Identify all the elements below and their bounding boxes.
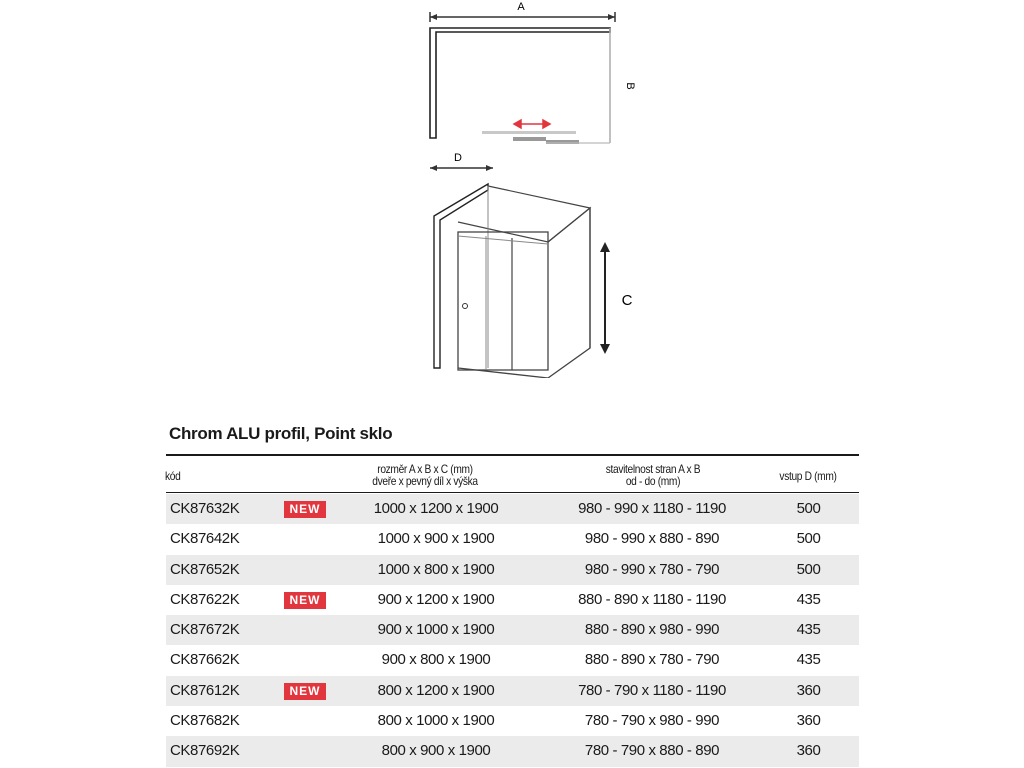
header-entry: vstup D (mm) <box>779 469 837 483</box>
adjust-value: 980 - 990 x 780 - 790 <box>584 560 720 578</box>
size-value: 800 x 1000 x 1900 <box>377 712 495 730</box>
table-row <box>166 555 859 585</box>
entry-value: 435 <box>796 590 821 608</box>
back-wall <box>434 184 488 368</box>
adjust-value: 980 - 990 x 880 - 890 <box>584 530 720 548</box>
entry-value: 435 <box>796 621 821 639</box>
front-door-frame <box>458 232 548 370</box>
adjust-value: 780 - 790 x 1180 - 1190 <box>578 681 726 699</box>
door-panel-rail <box>482 131 576 134</box>
adjust-value: 880 - 890 x 980 - 990 <box>584 621 720 639</box>
size-value: 800 x 900 x 1900 <box>381 742 491 760</box>
header-size: rozměr A x B x C (mm) dveře x pevný díl x výška <box>372 462 478 488</box>
table-row <box>166 524 859 554</box>
top-view-diagram <box>410 0 650 180</box>
table-row <box>166 645 859 675</box>
header-code: kód <box>165 469 181 483</box>
label-d: D <box>454 152 462 164</box>
product-code: CK87622K <box>170 590 240 608</box>
size-value: 1000 x 900 x 1900 <box>377 530 495 548</box>
product-code: CK87662K <box>170 651 240 669</box>
adjust-value: 980 - 990 x 1180 - 1190 <box>578 500 726 517</box>
slide-arrow-icon <box>514 120 550 128</box>
door-handle-icon <box>463 304 468 309</box>
new-badge: NEW <box>284 592 326 609</box>
product-code: CK87642K <box>170 530 240 548</box>
entry-value: 500 <box>796 560 821 578</box>
size-value: 1000 x 1200 x 1900 <box>373 500 499 517</box>
table-row <box>166 676 859 706</box>
product-code: CK87672K <box>170 621 240 639</box>
label-a: A <box>517 1 525 13</box>
product-code: CK87682K <box>170 712 240 730</box>
entry-value: 500 <box>796 500 821 517</box>
table-header-rule <box>166 492 859 493</box>
adjust-value: 780 - 790 x 880 - 890 <box>584 742 720 760</box>
entry-value: 360 <box>796 681 821 699</box>
size-value: 1000 x 800 x 1900 <box>377 560 495 578</box>
adjust-value: 780 - 790 x 980 - 990 <box>584 712 720 730</box>
entry-value: 500 <box>796 530 821 548</box>
label-b: B <box>624 82 636 90</box>
side-glass-panel <box>548 208 590 378</box>
shower-3d-diagram <box>420 178 660 378</box>
table-row <box>166 494 859 524</box>
entry-value: 435 <box>796 651 821 669</box>
size-value: 900 x 800 x 1900 <box>381 651 491 669</box>
table-top-rule <box>166 454 859 456</box>
entry-value: 360 <box>796 742 821 760</box>
table-row <box>166 706 859 736</box>
table-row <box>166 585 859 615</box>
table-body <box>166 494 859 767</box>
new-badge: NEW <box>284 683 326 700</box>
size-value: 800 x 1200 x 1900 <box>377 681 495 699</box>
label-c: C <box>621 292 633 309</box>
header-adjust: stavitelnost stran A x B od - do (mm) <box>605 462 701 488</box>
product-code: CK87692K <box>170 742 240 760</box>
adjust-value: 880 - 890 x 1180 - 1190 <box>578 590 726 608</box>
table-row <box>166 736 859 766</box>
adjust-value: 880 - 890 x 780 - 790 <box>584 651 720 669</box>
size-value: 900 x 1000 x 1900 <box>377 621 495 639</box>
size-value: 900 x 1200 x 1900 <box>377 590 495 608</box>
door-panel-front <box>513 137 546 141</box>
product-code: CK87632K <box>170 500 240 517</box>
product-code: CK87652K <box>170 560 240 578</box>
new-badge: NEW <box>284 501 326 518</box>
table-title: Chrom ALU profil, Point sklo <box>169 424 393 443</box>
product-code: CK87612K <box>170 681 240 699</box>
entry-value: 360 <box>796 712 821 730</box>
table-row <box>166 615 859 645</box>
